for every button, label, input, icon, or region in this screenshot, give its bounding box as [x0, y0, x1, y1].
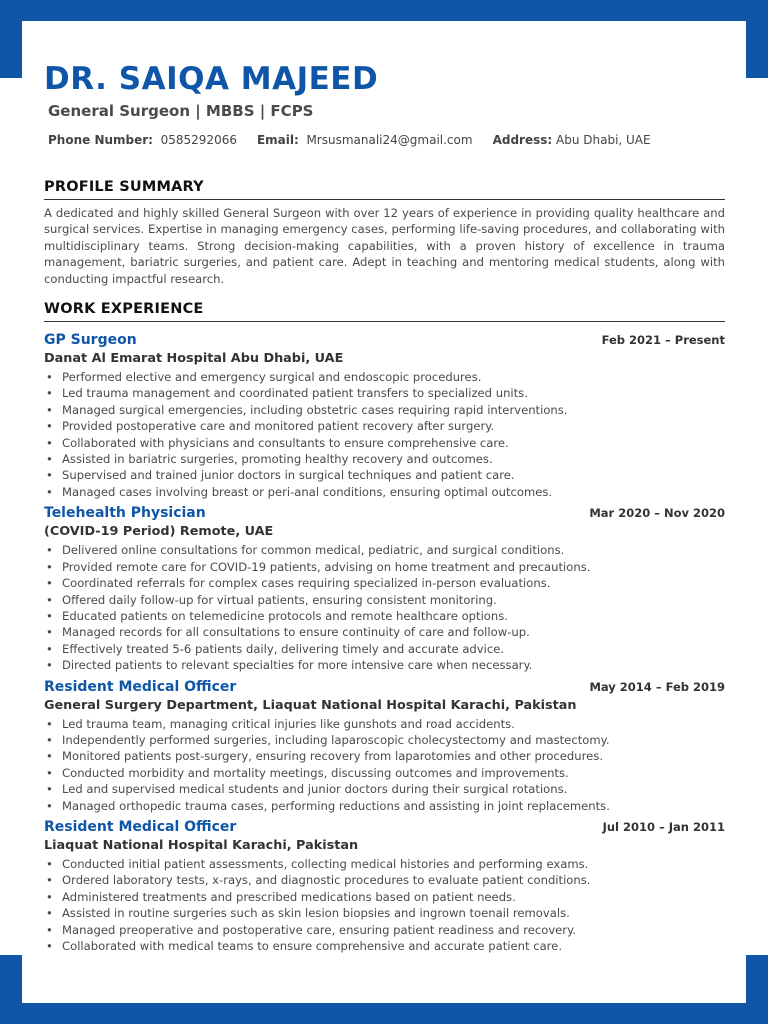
job-bullet-item: • Collaborated with medical teams to ensure comprehensive and accurate patient care. [44, 938, 725, 954]
job-entry [44, 330, 725, 500]
profile-summary-heading: PROFILE SUMMARY [44, 177, 725, 200]
job-bullet-item: • Ordered laboratory tests, x-rays, and diagnostic procedures to evaluate patient conditions. [44, 872, 725, 888]
top-border-bar [0, 0, 768, 21]
contact-email [257, 132, 473, 148]
job-bullet-item: • Conducted morbidity and mortality meetings, discussing outcomes and improvements. [44, 765, 725, 781]
job-bullet-item: • Independently performed surgeries, including laparoscopic cholecystectomy and mastectomy. [44, 732, 725, 748]
job-bullet-item: • Led and supervised medical students and junior doctors during their surgical rotations. [44, 781, 725, 797]
job-date: Jul 2010 – Jan 2011 [602, 819, 725, 834]
job-date: Feb 2021 – Present [601, 333, 725, 348]
job-organization: Danat Al Emarat Hospital Abu Dhabi, UAE [44, 351, 344, 367]
job-bullet-item: • Assisted in bariatric surgeries, promoting healthy recovery and outcomes. [44, 451, 725, 467]
job-bullet-item: • Performed elective and emergency surgical and endoscopic procedures. [44, 369, 725, 385]
email-value[interactable]: Mrsusmanali24@gmail.com [306, 133, 473, 147]
candidate-subtitle: General Surgeon | MBBS | FCPS [48, 102, 314, 120]
job-bullet-item: • Conducted initial patient assessments, collecting medical histories and performing exams. [44, 856, 725, 872]
job-bullet-item: • Managed preoperative and postoperative care, ensuring patient readiness and recovery. [44, 922, 725, 938]
job-bullet-item: • Led trauma management and coordinated patient transfers to specialized units. [44, 385, 725, 401]
job-bullet-list [44, 716, 725, 814]
bottom-border-bar [0, 1003, 768, 1024]
job-bullet-item: • Provided postoperative care and monitored patient recovery after surgery. [44, 418, 725, 434]
job-bullet-list [44, 369, 725, 500]
candidate-name: DR. SAIQA MAJEED [44, 61, 379, 97]
job-bullet-item: • Provided remote care for COVID-19 patients, advising on home treatment and precautions. [44, 559, 725, 575]
job-bullet-item: • Managed cases involving breast or peri-anal conditions, ensuring optimal outcomes. [44, 484, 725, 500]
job-header [44, 677, 725, 697]
bottom-left-corner-accent [0, 955, 22, 1003]
job-organization: Liaquat National Hospital Karachi, Pakistan [44, 837, 359, 853]
job-title: GP Surgeon [44, 332, 137, 349]
job-date: May 2014 – Feb 2019 [589, 679, 725, 694]
job-bullet-item: • Directed patients to relevant specialties for more intensive care when necessary. [44, 657, 725, 673]
job-bullet-item: • Managed records for all consultations to ensure continuity of care and follow-up. [44, 624, 725, 640]
work-experience-heading: WORK EXPERIENCE [44, 299, 725, 322]
work-experience-list [44, 330, 725, 954]
contact-phone [48, 132, 237, 148]
job-bullet-item: • Supervised and trained junior doctors in surgical techniques and patient care. [44, 467, 725, 483]
job-bullet-item: • Delivered online consultations for common medical, pediatric, and surgical conditions. [44, 542, 725, 558]
job-bullet-item: • Managed surgical emergencies, including obstetric cases requiring rapid interventions. [44, 402, 725, 418]
job-header [44, 817, 725, 837]
address-label: Address: [492, 133, 553, 147]
top-left-corner-accent [0, 21, 22, 78]
job-header [44, 330, 725, 350]
phone-label: Phone Number: [48, 133, 153, 147]
job-header [44, 503, 725, 523]
resume-page [44, 58, 725, 954]
job-bullet-item: • Offered daily follow-up for virtual patients, ensuring consistent monitoring. [44, 592, 725, 608]
phone-value: 0585292066 [160, 133, 237, 147]
job-bullet-item: • Monitored patients post-surgery, ensuring recovery from laparotomies and other procedures. [44, 748, 725, 764]
contact-line [44, 132, 725, 148]
profile-summary-text: A dedicated and highly skilled General Surgeon with over 12 years of experience in providing quality healthcare and surgical services. Expertise in managing emergency cases, performing life-saving procedures, and collaborating with multidisciplinary teams. Strong decision-making capabilities, with a proven history of excellence in trauma management, bariatric surgeries, and patient care. Adept in teaching and mentoring medical students, along with conducting impactful research. [44, 206, 725, 286]
job-date: Mar 2020 – Nov 2020 [589, 506, 725, 521]
job-bullet-list [44, 856, 725, 954]
job-bullet-item: • Coordinated referrals for complex cases requiring specialized in-person evaluations. [44, 575, 725, 591]
job-title: Resident Medical Officer [44, 818, 237, 835]
top-right-corner-accent [746, 21, 768, 78]
job-entry [44, 817, 725, 954]
bottom-right-corner-accent [746, 955, 768, 1003]
job-entry [44, 503, 725, 673]
job-bullet-item: • Collaborated with physicians and consultants to ensure comprehensive care. [44, 435, 725, 451]
job-organization: General Surgery Department, Liaquat National Hospital Karachi, Pakistan [44, 697, 577, 713]
job-entry [44, 677, 725, 814]
job-bullet-item: • Led trauma team, managing critical injuries like gunshots and road accidents. [44, 716, 725, 732]
job-bullet-list [44, 542, 725, 673]
job-bullet-item: • Assisted in routine surgeries such as skin lesion biopsies and ingrown toenail removals. [44, 905, 725, 921]
job-bullet-item: • Effectively treated 5-6 patients daily, delivering timely and accurate advice. [44, 641, 725, 657]
job-title: Resident Medical Officer [44, 678, 237, 695]
job-bullet-item: • Administered treatments and prescribed medications based on patient needs. [44, 889, 725, 905]
job-bullet-item: • Managed orthopedic trauma cases, performing reductions and assisting in joint replacements. [44, 798, 725, 814]
job-title: Telehealth Physician [44, 505, 206, 522]
job-bullet-item: • Educated patients on telemedicine protocols and remote healthcare options. [44, 608, 725, 624]
address-value: Abu Dhabi, UAE [556, 133, 651, 147]
email-label: Email: [256, 133, 299, 147]
job-organization: (COVID-19 Period) Remote, UAE [44, 524, 274, 540]
contact-address [493, 132, 651, 148]
